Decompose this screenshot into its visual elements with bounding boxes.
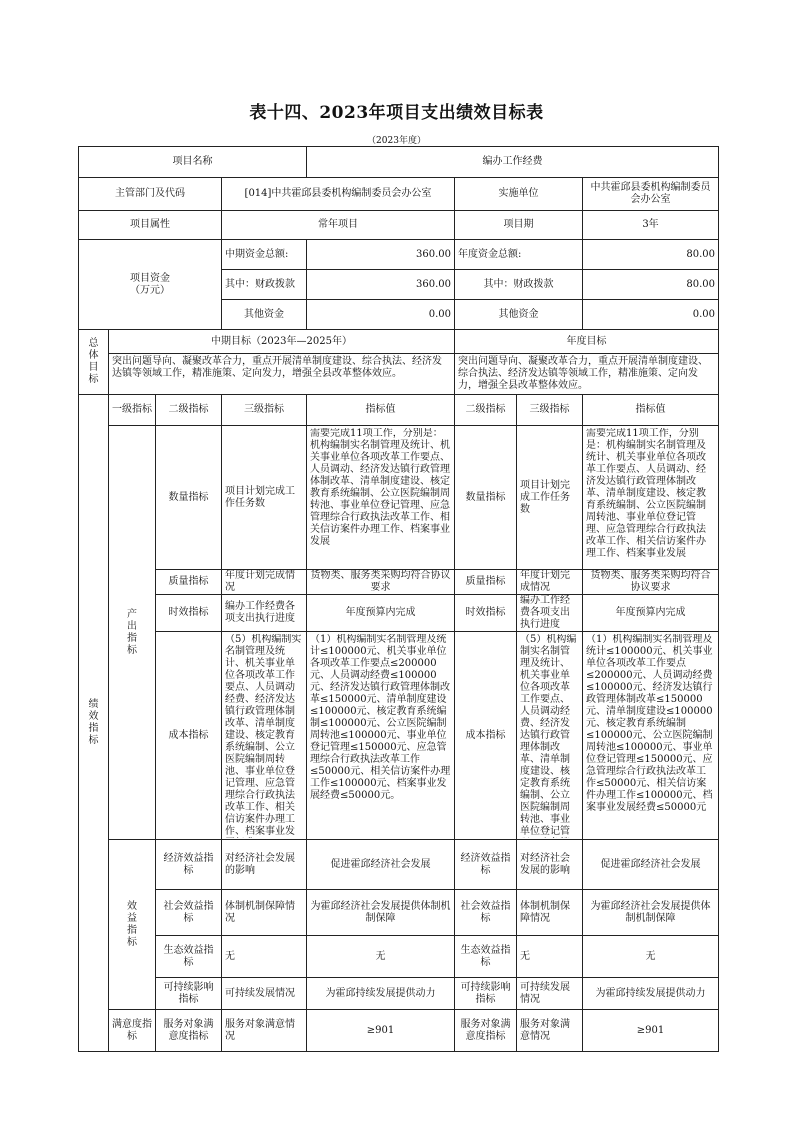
social-l2: 社会效益指标: [156, 890, 222, 936]
economic-year-l2: 经济效益指标: [455, 840, 517, 890]
quality-l3: 年度计划完成情况: [222, 570, 307, 595]
quality-mid-value: 货物类、服务类采购均符合协议要求: [307, 570, 455, 595]
timeliness-year-value: 年度预算内完成: [583, 595, 719, 632]
project-name-label: 项目名称: [79, 147, 307, 178]
performance-table: [78, 146, 719, 1052]
timeliness-year-l2: 时效指标: [455, 595, 517, 632]
economic-l2: 经济效益指标: [156, 840, 222, 890]
project-name-value: 编办工作经费: [307, 147, 719, 178]
satisfaction-l3: 服务对象满意情况: [222, 1010, 307, 1052]
economic-l3: 对经济社会发展的影响: [222, 840, 307, 890]
quantity-mid-value-text: 需要完成11项工作，分别是：机构编制实名制管理及统计、机关事业单位各项改革工作要点、人员调动、经济发达镇行政管理体制改革、清单制度建设、核定教育系统编制、公立医院编制周转池、事业单位登记管理、应急管理综合行政执法改革工作、相关信访案件办理工作、档案事业发展: [310, 428, 450, 547]
sustain-year-value: 为霍邱持续发展提供动力: [583, 978, 719, 1010]
row-social: [79, 890, 719, 936]
year-fiscal-value: 80.00: [583, 270, 719, 300]
period-value: 3年: [583, 211, 719, 240]
social-l3: 体制机制保障情况: [222, 890, 307, 936]
year-total-label: 年度资金总额:: [455, 240, 583, 270]
cost-l3-text: （5）机构编制实名制管理及统计、机关事业单位各项改革工作要点、人员调动经费、经济发达镇行政管理体制改革、清单制度建设、核定教育系统编制、公立医院编制周转池、事业单位登记管理、应急管理综合行政执法改革工作、相关信访案件办理工作、档案事业发: [225, 634, 302, 837]
mid-fiscal-label: 其中：财政拨款: [222, 270, 307, 300]
row-cost: [79, 632, 719, 840]
quality-year-l2: 质量指标: [455, 570, 517, 595]
header-level2: 二级指标: [156, 395, 222, 426]
row-ecological: [79, 936, 719, 978]
social-mid-value: 为霍邱经济社会发展提供体制机制保障: [307, 890, 455, 936]
quantity-mid-value: [307, 426, 455, 570]
quantity-year-l3: 项目计划完成工作任务数: [517, 426, 583, 570]
sustain-l3: 可持续发展情况: [222, 978, 307, 1010]
timeliness-l2: 时效指标: [156, 595, 222, 632]
mid-total-label: 中期资金总额:: [222, 240, 307, 270]
attr-value: 常年项目: [222, 211, 455, 240]
economic-year-value: 促进霍邱经济社会发展: [583, 840, 719, 890]
row-timeliness: [79, 595, 719, 632]
row-project-name: [79, 147, 719, 178]
mid-fiscal-value: 360.00: [307, 270, 455, 300]
year-other-label: 其他资金: [455, 300, 583, 330]
quality-l2: 质量指标: [156, 570, 222, 595]
cost-l2: 成本指标: [156, 632, 222, 840]
mid-total-value: 360.00: [307, 240, 455, 270]
ecological-l3: 无: [222, 936, 307, 978]
row-overall-text: [79, 354, 719, 395]
attr-label: 项目属性: [79, 211, 222, 240]
quantity-l3: 项目计划完成工作任务数: [222, 426, 307, 570]
row-quantity: [79, 426, 719, 570]
benefit-label: 效 益 指 标: [109, 840, 156, 1010]
sustain-l2: 可持续影响指标: [156, 978, 222, 1010]
overall-mid-header: 中期目标（2023年—2025年）: [109, 330, 455, 354]
satisfaction-year-value: ≥901: [583, 1010, 719, 1052]
sustain-mid-value: 为霍邱持续发展提供动力: [307, 978, 455, 1010]
dept-label: 主管部门及代码: [79, 178, 222, 211]
ecological-year-l2: 生态效益指标: [455, 936, 517, 978]
satisfaction-l2: 服务对象满意度指标: [156, 1010, 222, 1052]
row-sustain: [79, 978, 719, 1010]
row-department: [79, 178, 719, 211]
sustain-year-l3: 可持续发展情况: [517, 978, 583, 1010]
overall-mid-text: 突出问题导向、凝聚改革合力，重点开展清单制度建设、综合执法、经济发达镇等领域工作，精准施策、定向发力，增强全县改革整体效应。: [109, 354, 455, 395]
row-attribute: [79, 211, 719, 240]
social-year-value: 为霍邱经济社会发展提供体制机制保障: [583, 890, 719, 936]
row-overall-header: [79, 330, 719, 354]
quantity-year-l2: 数量指标: [455, 426, 517, 570]
timeliness-l3: 编办工作经费各项支出执行进度: [222, 595, 307, 632]
overall-label: 总 体 目 标: [79, 330, 109, 395]
row-quality: [79, 570, 719, 595]
header-level1: 一级指标: [109, 395, 156, 426]
quantity-year-value: [583, 426, 719, 570]
cost-year-l2: 成本指标: [455, 632, 517, 840]
satisfaction-l1: 满意度指标: [109, 1010, 156, 1052]
header-level2-b: 二级指标: [455, 395, 517, 426]
overall-year-text: 突出问题导向、凝聚改革合力，重点开展清单制度建设、综合执法、经济发达镇等领域工作，精准施策、定向发力，增强全县改革整体效应。: [455, 354, 719, 395]
social-year-l3: 体制机制保障情况: [517, 890, 583, 936]
sustain-year-l2: 可持续影响指标: [455, 978, 517, 1010]
overall-year-header: 年度目标: [455, 330, 719, 354]
timeliness-year-l3: 编办工作经费各项支出执行进度: [517, 595, 583, 632]
ecological-l2: 生态效益指标: [156, 936, 222, 978]
social-year-l2: 社会效益指标: [455, 890, 517, 936]
year-total-value: 80.00: [583, 240, 719, 270]
economic-mid-value: 促进霍邱经济社会发展: [307, 840, 455, 890]
funds-label: 项目资金 （万元）: [79, 240, 222, 330]
ecological-year-value: 无: [583, 936, 719, 978]
cost-mid-value: [307, 632, 455, 840]
quantity-l2: 数量指标: [156, 426, 222, 570]
year-other-value: 0.00: [583, 300, 719, 330]
perf-label: 绩 效 指 标: [79, 395, 109, 1052]
satisfaction-year-l2: 服务对象满意度指标: [455, 1010, 517, 1052]
year-fiscal-label: 其中：财政拨款: [455, 270, 583, 300]
cost-l3: [222, 632, 307, 840]
dept-value: [014]中共霍邱县委机构编制委员会办公室: [222, 178, 455, 211]
row-fund-total: [79, 240, 719, 270]
unit-value: 中共霍邱县委机构编制委员会办公室: [583, 178, 719, 211]
mid-other-label: 其他资金: [222, 300, 307, 330]
ecological-mid-value: 无: [307, 936, 455, 978]
satisfaction-year-l3: 服务对象满意情况: [517, 1010, 583, 1052]
header-value-b: 指标值: [583, 395, 719, 426]
period-label: 项目期: [455, 211, 583, 240]
row-economic: [79, 840, 719, 890]
quantity-year-value-text: 需要完成11项工作，分别是：机构编制实名制管理及统计、机关事业单位各项改革工作要点、人员调动、经济发达镇行政管理体制改革、清单制度建设、核定教育系统编制、公立医院编制周转池、事业单位登记管理、应急管理综合行政执法改革工作、相关信访案件办理工作、档案事业发展: [586, 428, 706, 559]
mid-other-value: 0.00: [307, 300, 455, 330]
quality-year-value: 货物类、服务类采购均符合协议要求: [583, 570, 719, 595]
unit-label: 实施单位: [455, 178, 583, 211]
header-level3: 三级指标: [222, 395, 307, 426]
row-satisfaction: [79, 1010, 719, 1052]
cost-mid-value-text: （1）机构编制实名制管理及统计≤100000元、机关事业单位各项改革工作要点≤200000元、人员调动经费≤100000元、经济发达镇行政管理体制改革≤150000元、清单制度建设≤100000元、核定教育系统编制≤100000元、公立医院编制周转池≤100000元、事业单位登记管理≤150000元、应急管理综合行政执法改革工作≤50000元、相关信访案件办理工作≤100000元、档案事业发展经费≤50000元。: [310, 634, 451, 801]
quality-year-l3: 年度计划完成情况: [517, 570, 583, 595]
satisfaction-mid-value: ≥901: [307, 1010, 455, 1052]
timeliness-mid-value: 年度预算内完成: [307, 595, 455, 632]
output-label: 产 出 指 标: [109, 426, 156, 840]
row-perf-header: [79, 395, 719, 426]
cost-year-l3-text: （5）机构编制实名制管理及统计、机关事业单位各项改革工作要点、人员调动经费、经济发达镇行政管理体制改革、清单制度建设、核定教育系统编制、公立医院编制周转池、事业单位登记管: [520, 634, 577, 837]
header-value: 指标值: [307, 395, 455, 426]
ecological-year-l3: 无: [517, 936, 583, 978]
cost-year-value-text: （1）机构编制实名制管理及统计≤100000元、机关事业单位各项改革工作要点≤200000元、人员调动经费≤100000元、经济发达镇行政管理体制改革≤150000元、清单制度建设≤100000元、核定教育系统编制≤100000元、公立医院编制周转池≤100000元、事业单位登记管理≤150000元、应急管理综合行政执法改革工作≤50000元、相关信访案件办理工作≤100000元、档案事业发展经费≤50000元: [586, 634, 713, 813]
cost-year-l3: [517, 632, 583, 840]
year-subtitle: （2023年度）: [367, 136, 426, 146]
cost-year-value: [583, 632, 719, 840]
header-level3-b: 三级指标: [517, 395, 583, 426]
page-title: 表十四、2023年项目支出绩效目标表: [249, 103, 544, 123]
economic-year-l3: 对经济社会发展的影响: [517, 840, 583, 890]
